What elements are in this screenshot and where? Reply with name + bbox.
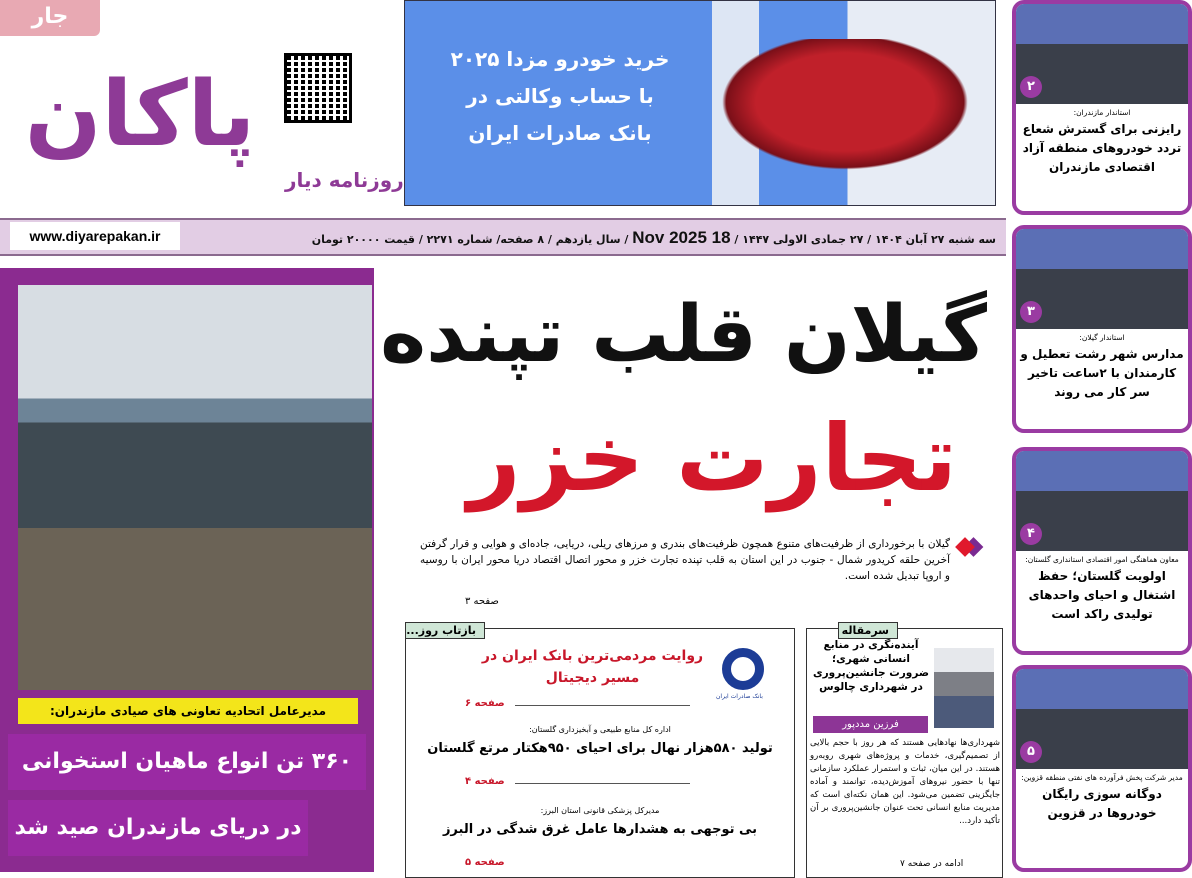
card-headline: مدارس شهر رشت تعطیل و کارمندان با ۲ساعت تاخیر سر کار می روند xyxy=(1020,347,1184,399)
card-headline: اولویت گلستان؛ حفظ اشتغال و احیای واحدهای تولیدی راکد است xyxy=(1028,569,1176,621)
card-kicker: مدیر شرکت پخش فرآورده های نفتی منطقه قزوین: xyxy=(1021,773,1183,782)
news-headline[interactable]: تولید ۵۸۰هزار نهال برای احیای ۹۵۰هکتار مرتع گلستان xyxy=(427,741,773,756)
bank-logo-text: بانک صادرات ایران xyxy=(716,693,763,700)
card-kicker: استاندار مازندران: xyxy=(1073,108,1131,117)
diamond-icon xyxy=(955,537,975,557)
left-story-headline[interactable]: در دریای مازندران صید شد xyxy=(8,800,308,856)
website-link[interactable]: www.diyarepakan.ir xyxy=(10,222,180,250)
newspaper-logo: پاکان xyxy=(24,62,256,167)
news-headline[interactable]: بی توجهی به هشدارها عامل غرق شدگی در البرز xyxy=(442,822,758,837)
continue-link[interactable]: ادامه در صفحه ۷ xyxy=(900,859,964,869)
author-photo xyxy=(934,648,994,728)
fishermen-photo[interactable] xyxy=(18,285,372,690)
divider xyxy=(515,783,690,784)
ad-banner[interactable] xyxy=(404,0,996,206)
editorial-label: سرمقاله xyxy=(838,622,898,639)
card-number: ۳ xyxy=(1020,301,1042,323)
news-kicker: اداره کل منابع طبیعی و آبخیزداری گلستان: xyxy=(529,725,671,734)
side-news-card[interactable] xyxy=(1012,225,1192,433)
side-news-card[interactable] xyxy=(1012,447,1192,655)
editorial-headline[interactable]: آینده‌نگری در منابع انسانی شهری؛ ضرورت جانشین‌پروری در شهرداری چالوس xyxy=(813,639,929,693)
card-number: ۴ xyxy=(1020,523,1042,545)
editorial-author: فرزین مددپور xyxy=(813,716,928,733)
ad-text xyxy=(420,41,700,152)
page-ref[interactable]: صفحه ۳ xyxy=(465,596,499,607)
news-kicker: مدیرکل پزشکی قانونی استان البرز: xyxy=(540,806,660,815)
side-news-card[interactable] xyxy=(1012,665,1192,872)
issue-date xyxy=(312,228,996,248)
qr-code-icon[interactable] xyxy=(284,53,352,123)
date-persian: سه شنبه ۲۷ آبان ۱۴۰۴ / ۲۷ جمادی الاولی ۱۴۴۷ / xyxy=(734,233,996,246)
card-number: ۲ xyxy=(1020,76,1042,98)
main-headline-red[interactable]: تجارت خزر xyxy=(467,405,957,512)
card-kicker: معاون هماهنگی امور اقتصادی استانداری گلستان: xyxy=(1025,555,1179,564)
newspaper-sublogo: روزنامه دیار xyxy=(285,168,404,192)
car-image xyxy=(705,39,985,179)
main-headline[interactable]: گیلان قلب تپنده xyxy=(380,290,987,380)
card-headline: رایزنی برای گسترش شعاع تردد خودروهای منطقه آزاد اقتصادی مازندران xyxy=(1022,122,1182,174)
card-headline: دوگانه سوزی رایگان خودروها در قزوین xyxy=(1042,787,1162,820)
ad-line: خرید خودرو مزدا ۲۰۲۵ xyxy=(450,47,670,71)
card-number: ۵ xyxy=(1020,741,1042,763)
lead-paragraph: گیلان با برخورداری از ظرفیت‌های متنوع همچون ظرفیت‌های بندری و مرزهای ریلی، دریایی، جاده‌ای و هوایی و قرار گرفتن آخرین حلقه کریدور شمال - جنوب در این استان به قلب تپنده تجارت خزر و محور اتصال اقتصاد دریا محور ایران با روسیه و اروپا تبدیل شده است. xyxy=(420,538,950,582)
ad-line: با حساب وکالتی در xyxy=(466,84,654,108)
divider xyxy=(515,705,690,706)
page-ref[interactable]: صفحه ۵ xyxy=(465,857,505,868)
side-news-card[interactable] xyxy=(1012,0,1192,215)
left-story-headline[interactable]: ۳۶۰ تن انواع ماهیان استخوانی xyxy=(8,734,366,790)
page-ref[interactable]: صفحه ۶ xyxy=(465,698,505,709)
news-headline[interactable]: روایت مردمی‌ترین بانک ایران در مسیر دیجیتال xyxy=(481,648,704,686)
date-gregorian: 18 Nov 2025 xyxy=(632,228,731,247)
page-ref[interactable]: صفحه ۴ xyxy=(465,776,505,787)
card-kicker: استاندار گیلان: xyxy=(1079,333,1125,342)
editorial-body: شهرداری‌ها نهادهایی هستند که هر روز با حجم بالایی از تصمیم‌گیری، خدمات و پروژه‌های شهری روبه‌رو هستند. در این میان، ثبات و استمرار عملکرد سازمانی تنها با حضور نیروهای آموزش‌دیده، توانمند و آماده جایگزینی تضمین می‌شود. این همان نکته‌ای است که مدیریت منابع انسانی تحت عنوان جانشین‌پروری بر آن تأکید دارد... xyxy=(810,738,1000,826)
left-story-kicker: مدیرعامل اتحادیه تعاونی های صیادی مازندران: xyxy=(18,698,358,724)
bank-saderat-logo-icon xyxy=(722,648,764,690)
ad-line: بانک صادرات ایران xyxy=(468,121,652,145)
issue-info: / سال یازدهم / ۸ صفحه/ شماره ۲۲۷۱ / قیمت ۲۰۰۰۰ تومان xyxy=(311,233,629,246)
box-label: بازتاب روز... xyxy=(405,622,485,639)
section-tag: جار xyxy=(0,0,100,36)
